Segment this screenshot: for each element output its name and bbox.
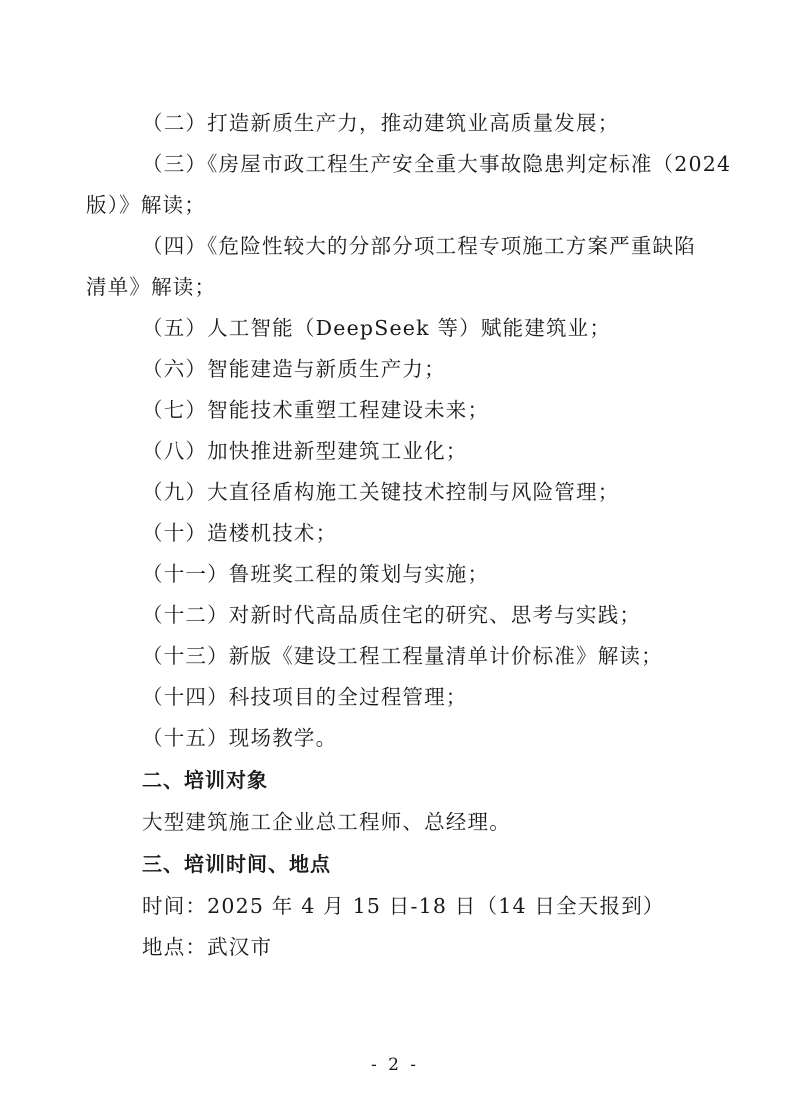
content-item-9: （九）大直径盾构施工关键技术控制与风险管理；	[142, 480, 620, 504]
page-number: - 2 -	[370, 1055, 420, 1075]
content-item-11: （十一）鲁班奖工程的策划与实施；	[142, 562, 490, 586]
content-item-14: （十四）科技项目的全过程管理；	[142, 685, 468, 709]
content-item-7: （七）智能技术重塑工程建设未来；	[142, 398, 490, 422]
content-item-4-line2: 清单》解读；	[86, 275, 217, 299]
content-item-4-line1: （四）《危险性较大的分部分项工程专项施工方案严重缺陷	[142, 234, 696, 258]
training-place: 地点：武汉市	[142, 935, 273, 959]
content-item-12: （十二）对新时代高品质住宅的研究、思考与实践；	[142, 603, 642, 627]
content-item-3-line1: （三）《房屋市政工程生产安全重大事故隐患判定标准（2024	[142, 152, 732, 176]
content-item-15: （十五）现场教学。	[142, 726, 338, 750]
section-heading-trainees: 二、培训对象	[142, 768, 268, 792]
content-item-10: （十）造楼机技术；	[142, 521, 338, 545]
content-item-5: （五）人工智能（DeepSeek 等）赋能建筑业；	[142, 316, 612, 340]
section-heading-time-place: 三、培训时间、地点	[142, 852, 331, 876]
content-item-3-line2: 版）》解读；	[86, 193, 206, 217]
content-item-6: （六）智能建造与新质生产力；	[142, 357, 446, 381]
training-time: 时间：2025 年 4 月 15 日-18 日（14 日全天报到）	[142, 894, 665, 918]
content-item-2: （二）打造新质生产力，推动建筑业高质量发展；	[142, 111, 620, 135]
content-item-8: （八）加快推进新型建筑工业化；	[142, 439, 468, 463]
content-item-13: （十三）新版《建设工程工程量清单计价标准》解读；	[142, 644, 663, 668]
trainees-text: 大型建筑施工企业总工程师、总经理。	[142, 810, 511, 834]
